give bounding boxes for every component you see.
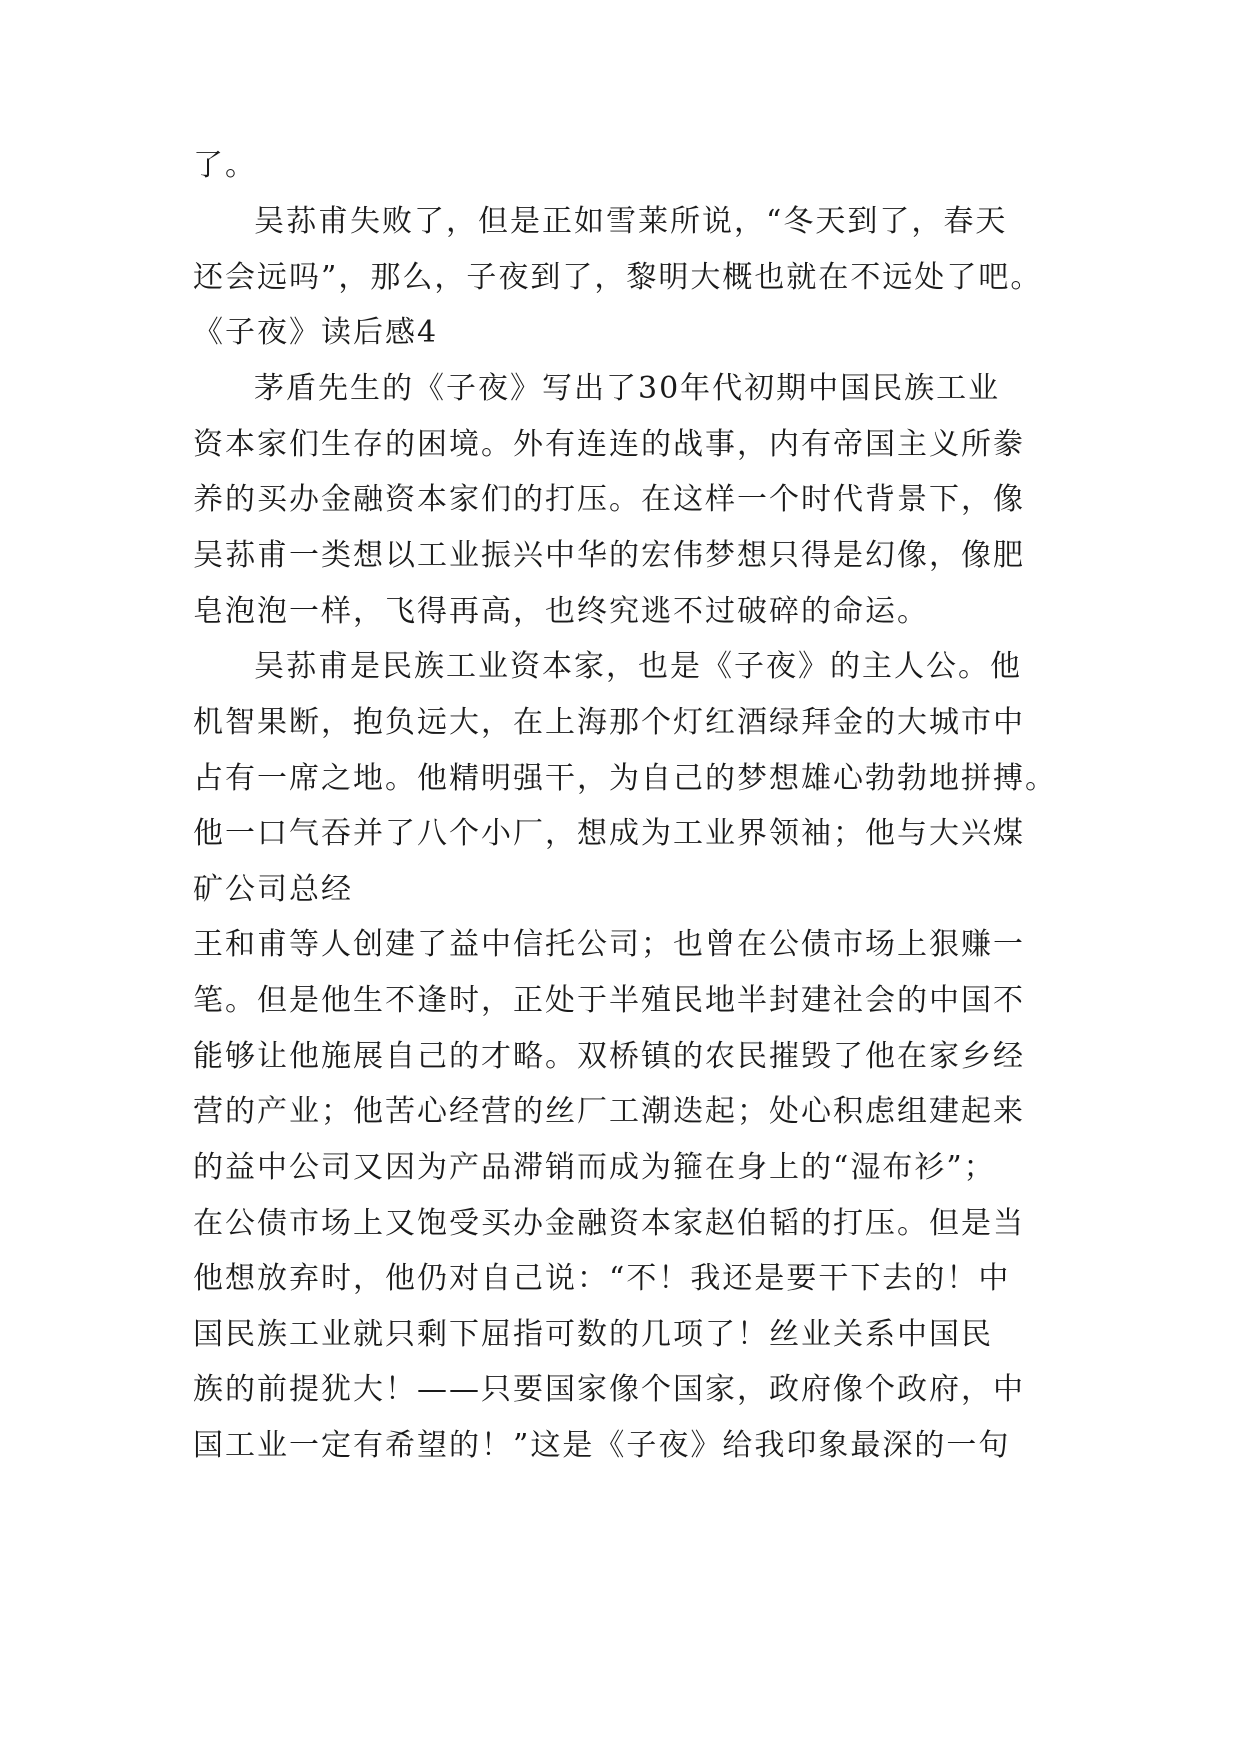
text-line: 皂泡泡一样，飞得再高，也终究逃不过破碎的命运。 [193, 594, 929, 629]
text-line: 占有一席之地。他精明强干，为自己的梦想雄心勃勃地拼搏。 [193, 761, 1057, 796]
paragraph-start: 吴荪甫失败了，但是正如雪莱所说，“冬天到了，春天 [254, 204, 1008, 239]
text-line: 在公债市场上又饱受买办金融资本家赵伯韬的打压。但是当 [193, 1206, 1025, 1241]
text-line: 他一口气吞并了八个小厂，想成为工业界领袖；他与大兴煤 [193, 816, 1025, 851]
text-line: 王和甫等人创建了益中信托公司；也曾在公债市场上狠赚一 [193, 927, 1025, 962]
text-line: 族的前提犹大！——只要国家像个国家，政府像个政府，中 [193, 1372, 1025, 1407]
text-line: 资本家们生存的困境。外有连连的战事，内有帝国主义所豢 [193, 427, 1025, 462]
text-line: 国民族工业就只剩下屈指可数的几项了！丝业关系中国民 [193, 1317, 993, 1352]
text-line: 他想放弃时，他仍对自己说：“不！我还是要干下去的！中 [193, 1261, 1011, 1296]
text-line: 还会远吗”，那么，子夜到了，黎明大概也就在不远处了吧。 [193, 260, 1043, 295]
text-line: 机智果断，抱负远大，在上海那个灯红酒绿拜金的大城市中 [193, 705, 1025, 740]
text-line: 养的买办金融资本家们的打压。在这样一个时代背景下，像 [193, 482, 1025, 517]
text-line: 的益中公司又因为产品滞销而成为箍在身上的“湿布衫”； [193, 1150, 996, 1185]
paragraph-start: 茅盾先生的《子夜》写出了30年代初期中国民族工业 [254, 371, 1001, 406]
text-line: 国工业一定有希望的！”这是《子夜》给我印象最深的一句 [193, 1428, 1011, 1463]
paragraph-start: 吴荪甫是民族工业资本家，也是《子夜》的主人公。他 [254, 649, 1022, 684]
text-line: 营的产业；他苦心经营的丝厂工潮迭起；处心积虑组建起来 [193, 1094, 1025, 1129]
text-line: 矿公司总经 [193, 872, 353, 907]
text-line: 吴荪甫一类想以工业振兴中华的宏伟梦想只得是幻像，像肥 [193, 538, 1025, 573]
text-line: 笔。但是他生不逢时，正处于半殖民地半封建社会的中国不 [193, 983, 1025, 1018]
text-line: 能够让他施展自己的才略。双桥镇的农民摧毁了他在家乡经 [193, 1039, 1025, 1074]
section-heading: 《子夜》读后感4 [193, 315, 439, 350]
text-line: 了。 [193, 148, 257, 183]
